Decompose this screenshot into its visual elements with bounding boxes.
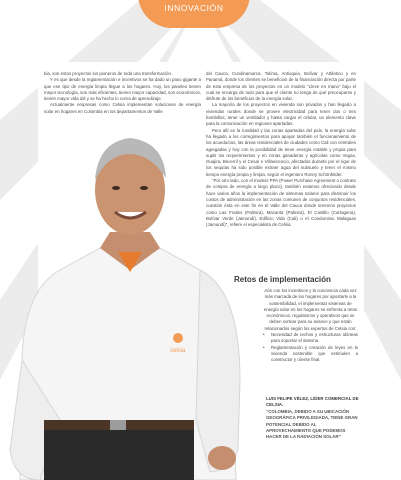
pull-quote [266, 396, 361, 441]
column-left [44, 71, 201, 115]
paragraph: Pero allí en la ruralidad y las zonas apartadas del país, la energía solar ha llegado a los corregimientos para apoyar también el funcionamiento de los acueductos, las áreas residenciales de ciudades como Cali con centrales agregadas y hoy con la posibilidad de tener energía estable y propia para suplir los requerimientos y en zonas ganaderas y agrícolas como Vegas, Guajira, Becerril y el Cesar e Villavicencio, afectados durante por el rigor de los sequías ha sido posible extraer agua del subsuelo y tener el mismo tiempo energía propia y limpia, según el ingeniero Ronny Schönfelder. [206, 127, 356, 177]
section-title: Retos de implementación [234, 275, 331, 284]
quote-author: LUIS FELIPE VÉLEZ, LÍDER COMERCIAL DE CELSIA. [266, 396, 359, 408]
celsia-logo: celsia [170, 348, 186, 354]
paragraph: bia, son estos proyectos los pioneros de toda una transformación. [44, 71, 173, 76]
section-body [263, 288, 358, 364]
paragraph: Y es que desde la reglamentación e incentivos se ha dado un paso gigante a que ese tipo de energía limpia llegue a los hogares. Hoy, los paneles tienen mayor tecnología, son más eficientes, tienen mayor capacidad, son económicos, tienen mayor vida útil y se ha hecho lo curva de aprendizaje. [44, 77, 201, 102]
section-label: INNOVACIÓN [164, 3, 224, 13]
paragraph: del Cauca, Cundinamarca, Tolima, Antioquia, Bolívar y Atlántico y en Panamá, donde los clientes se benefician de la financiación directa por parte de esta empresa de los proyectos en un modelo “Lleve en mano” bajo el cual se encarga de todo para que el cliente no tenga de qué preocuparse y disfrute de los beneficios de la energía solar. [206, 71, 356, 102]
list-item: • Reglamentación y creación de leyes en la vivienda sostenible que estimulen a constructor y cliente final. [263, 344, 358, 363]
bullet-icon: • [263, 344, 265, 350]
quote-text: “COLOMBIA, DEBIDO A SU UBICACIÓN GEOGRÁFICA PRIVILEGIADA, TIENE GRAN POTENCIAL DEBIDO AL APROVECHAMIENTO QUE PODEMOS HACER DE LA RADIACIÓN SOLAR” [266, 408, 358, 440]
list-item: • Necesidad de techos y estructuras idóneas para soportar el sistema. [263, 332, 358, 344]
bullet-icon: • [263, 332, 265, 338]
paragraph: “Por otro lado, con el modelo PPA (Power Purchase Agreement o contrato de compra de energía a largo plazo), también estamos ofreciendo desde hace varios años la implementación de sistemas solares para disminuir los costos de administración en las zonas comunes de conjuntos residenciales, cuestión ésta en este fin en el Valle del Cauca donde tenemos proyectos como Las Frailes (Palmira), Macanta (Palmira), El Castillo (Cartagena), Bolívar Verde (Jamundí), Edificio Vida (Cali) o el Condominio Malaguas (Jamundí)”, refiere el especialista de Celsia. [206, 178, 356, 228]
person-photo [0, 120, 260, 480]
paragraph: La mayoría de los proyectos en vivienda son privados y han llegado a viviendas rurales donde se provee electricidad para tener dos o tres bombillos, tener un ventilador y hasta cargar el celular, un elemento clave para la comunicación en regiones apartadas. [206, 102, 356, 127]
paragraph: Aún con los incentivos y la conciencia cada vez más marcada de los hogares por apostarle a la sostenibilidad, el implementar sistemas de energía solar en los hogares se enfrenta a retos económicos, regulatorios y operativos que se deben sortear para su avance y que están relacionados según los expertos de Celsia con: [263, 288, 358, 331]
bullet-list [263, 332, 358, 363]
paragraph: Actualmente empresas como Celsia implementan soluciones de energía solar en hogares en Colombia en los departamentos de Valle [44, 102, 201, 114]
